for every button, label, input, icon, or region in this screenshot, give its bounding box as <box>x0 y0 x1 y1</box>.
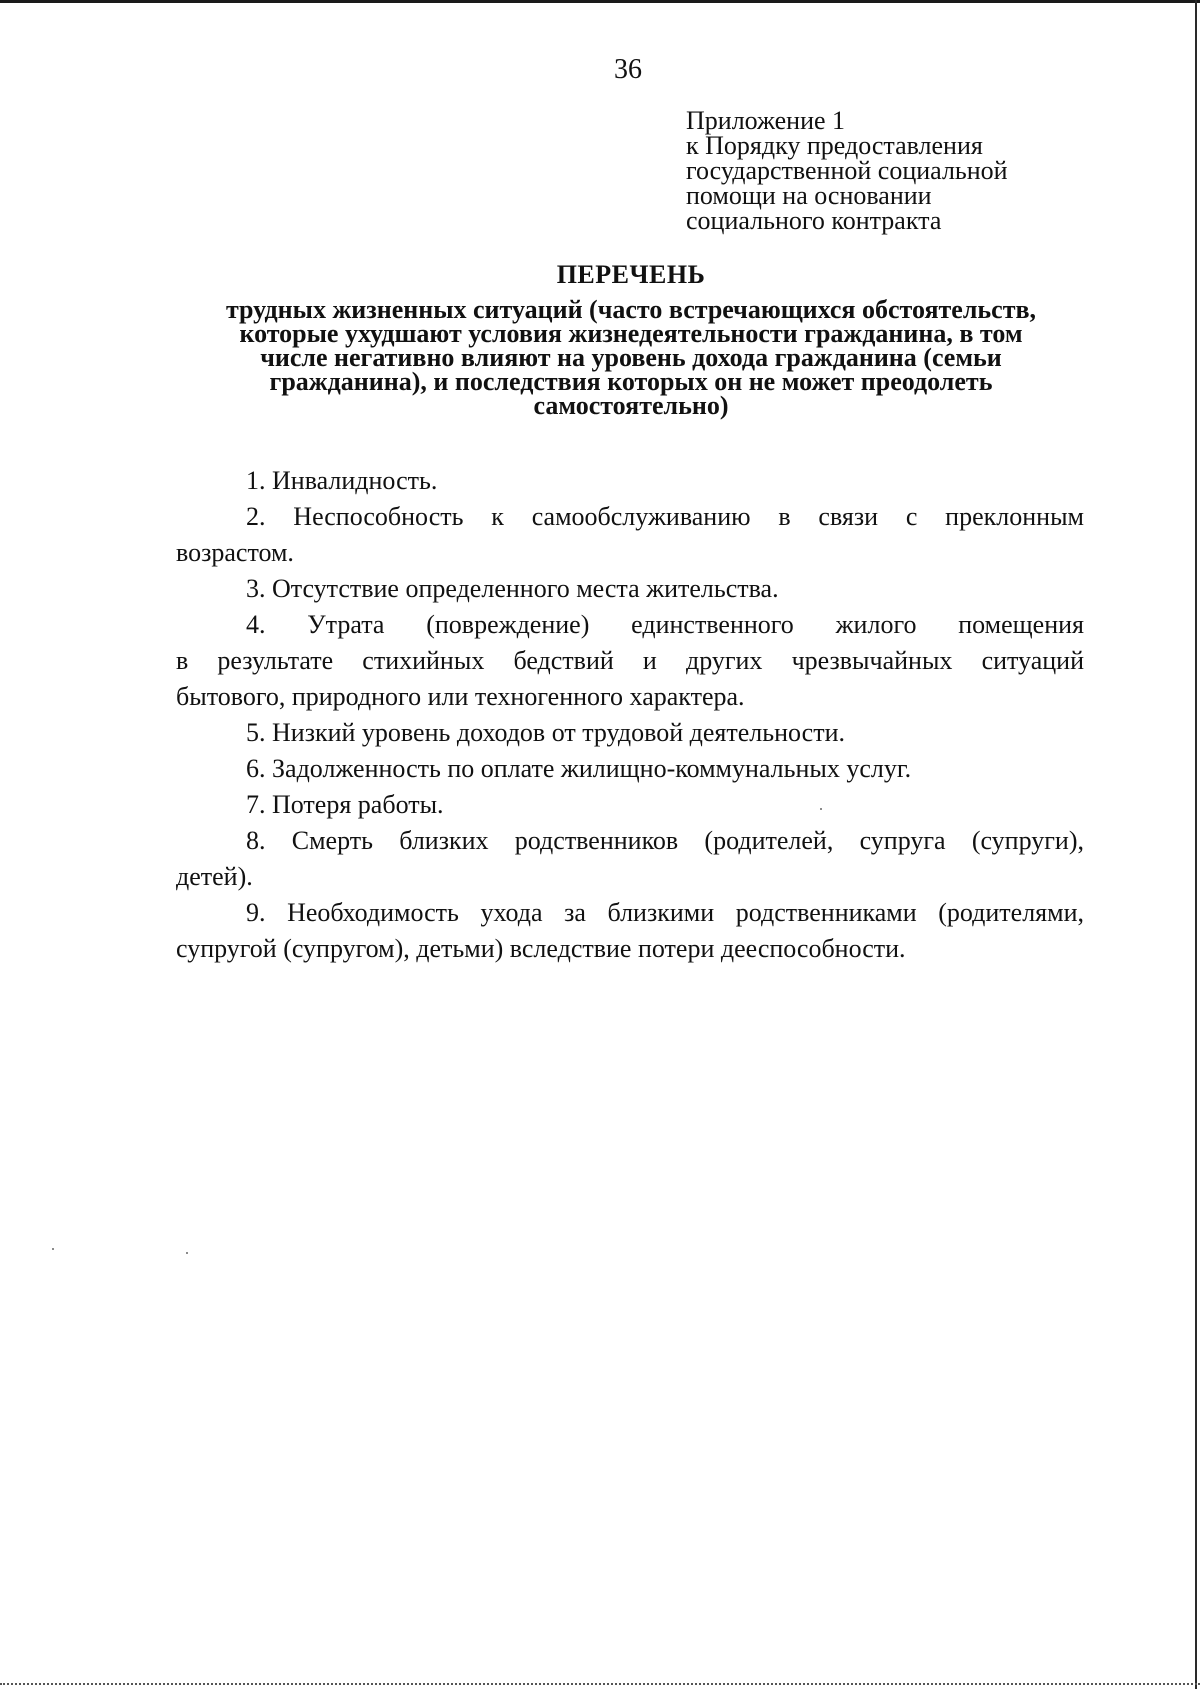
appendix-line: к Порядку предоставления <box>686 131 983 160</box>
list-item-line: детей). <box>176 862 253 891</box>
list-item-line: 7. Потеря работы. <box>246 790 444 819</box>
appendix-line: социального контракта <box>686 206 942 235</box>
document-subtitle <box>172 295 1090 420</box>
subtitle-line: числе негативно влияют на уровень дохода гражданина (семьи <box>260 343 1002 372</box>
list-item <box>176 715 1084 751</box>
subtitle-line: гражданина), и последствия которых он не может преодолеть <box>269 367 993 396</box>
scan-top-edge <box>0 0 1200 3</box>
list-item <box>176 463 1084 499</box>
list-item <box>176 895 1084 967</box>
list-item-line: 3. Отсутствие определенного места жительства. <box>246 574 779 603</box>
list-item <box>176 571 1084 607</box>
list-item-line: 6. Задолженность по оплате жилищно-коммунальных услуг. <box>246 754 912 783</box>
scan-speck <box>52 1248 54 1250</box>
list-item <box>176 607 1084 715</box>
appendix-line: Приложение 1 <box>686 106 846 135</box>
list-item-line: бытового, природного или техногенного характера. <box>176 682 745 711</box>
scan-speck <box>820 808 822 810</box>
list-item <box>176 787 1084 823</box>
list-item-line: 4. Утрата (повреждение) единственного жилого помещения <box>246 610 1084 639</box>
list-item-line: 1. Инвалидность. <box>246 466 438 495</box>
page-number: 36 <box>614 54 642 85</box>
situations-list <box>176 463 1084 967</box>
list-item-line: супругой (супругом), детьми) вследствие потери дееспособности. <box>176 934 906 963</box>
list-item-line: 5. Низкий уровень доходов от трудовой деятельности. <box>246 718 846 747</box>
list-item-line: 2. Неспособность к самообслуживанию в связи с преклонным <box>246 502 1084 531</box>
list-item-line: 9. Необходимость ухода за близкими родственниками (родителями, <box>246 898 1084 927</box>
appendix-note <box>686 108 1086 233</box>
list-item-line: в результате стихийных бедствий и других чрезвычайных ситуаций <box>176 646 1084 675</box>
appendix-line: государственной социальной <box>686 156 1008 185</box>
subtitle-line: самостоятельно) <box>533 391 729 420</box>
list-item <box>176 499 1084 571</box>
list-item-line: возрастом. <box>176 538 294 567</box>
list-item <box>176 823 1084 895</box>
scan-right-edge <box>1195 0 1197 1689</box>
list-item <box>176 751 1084 787</box>
subtitle-line: которые ухудшают условия жизнедеятельности гражданина, в том <box>239 319 1023 348</box>
list-item-line: 8. Смерть близких родственников (родителей, супруга (супруги), <box>246 826 1084 855</box>
scan-bottom-edge <box>0 1683 1200 1685</box>
scan-speck <box>186 1252 188 1254</box>
appendix-line: помощи на основании <box>686 181 932 210</box>
document-title: ПЕРЕЧЕНЬ <box>556 260 706 289</box>
subtitle-line: трудных жизненных ситуаций (часто встречающихся обстоятельств, <box>225 295 1037 324</box>
